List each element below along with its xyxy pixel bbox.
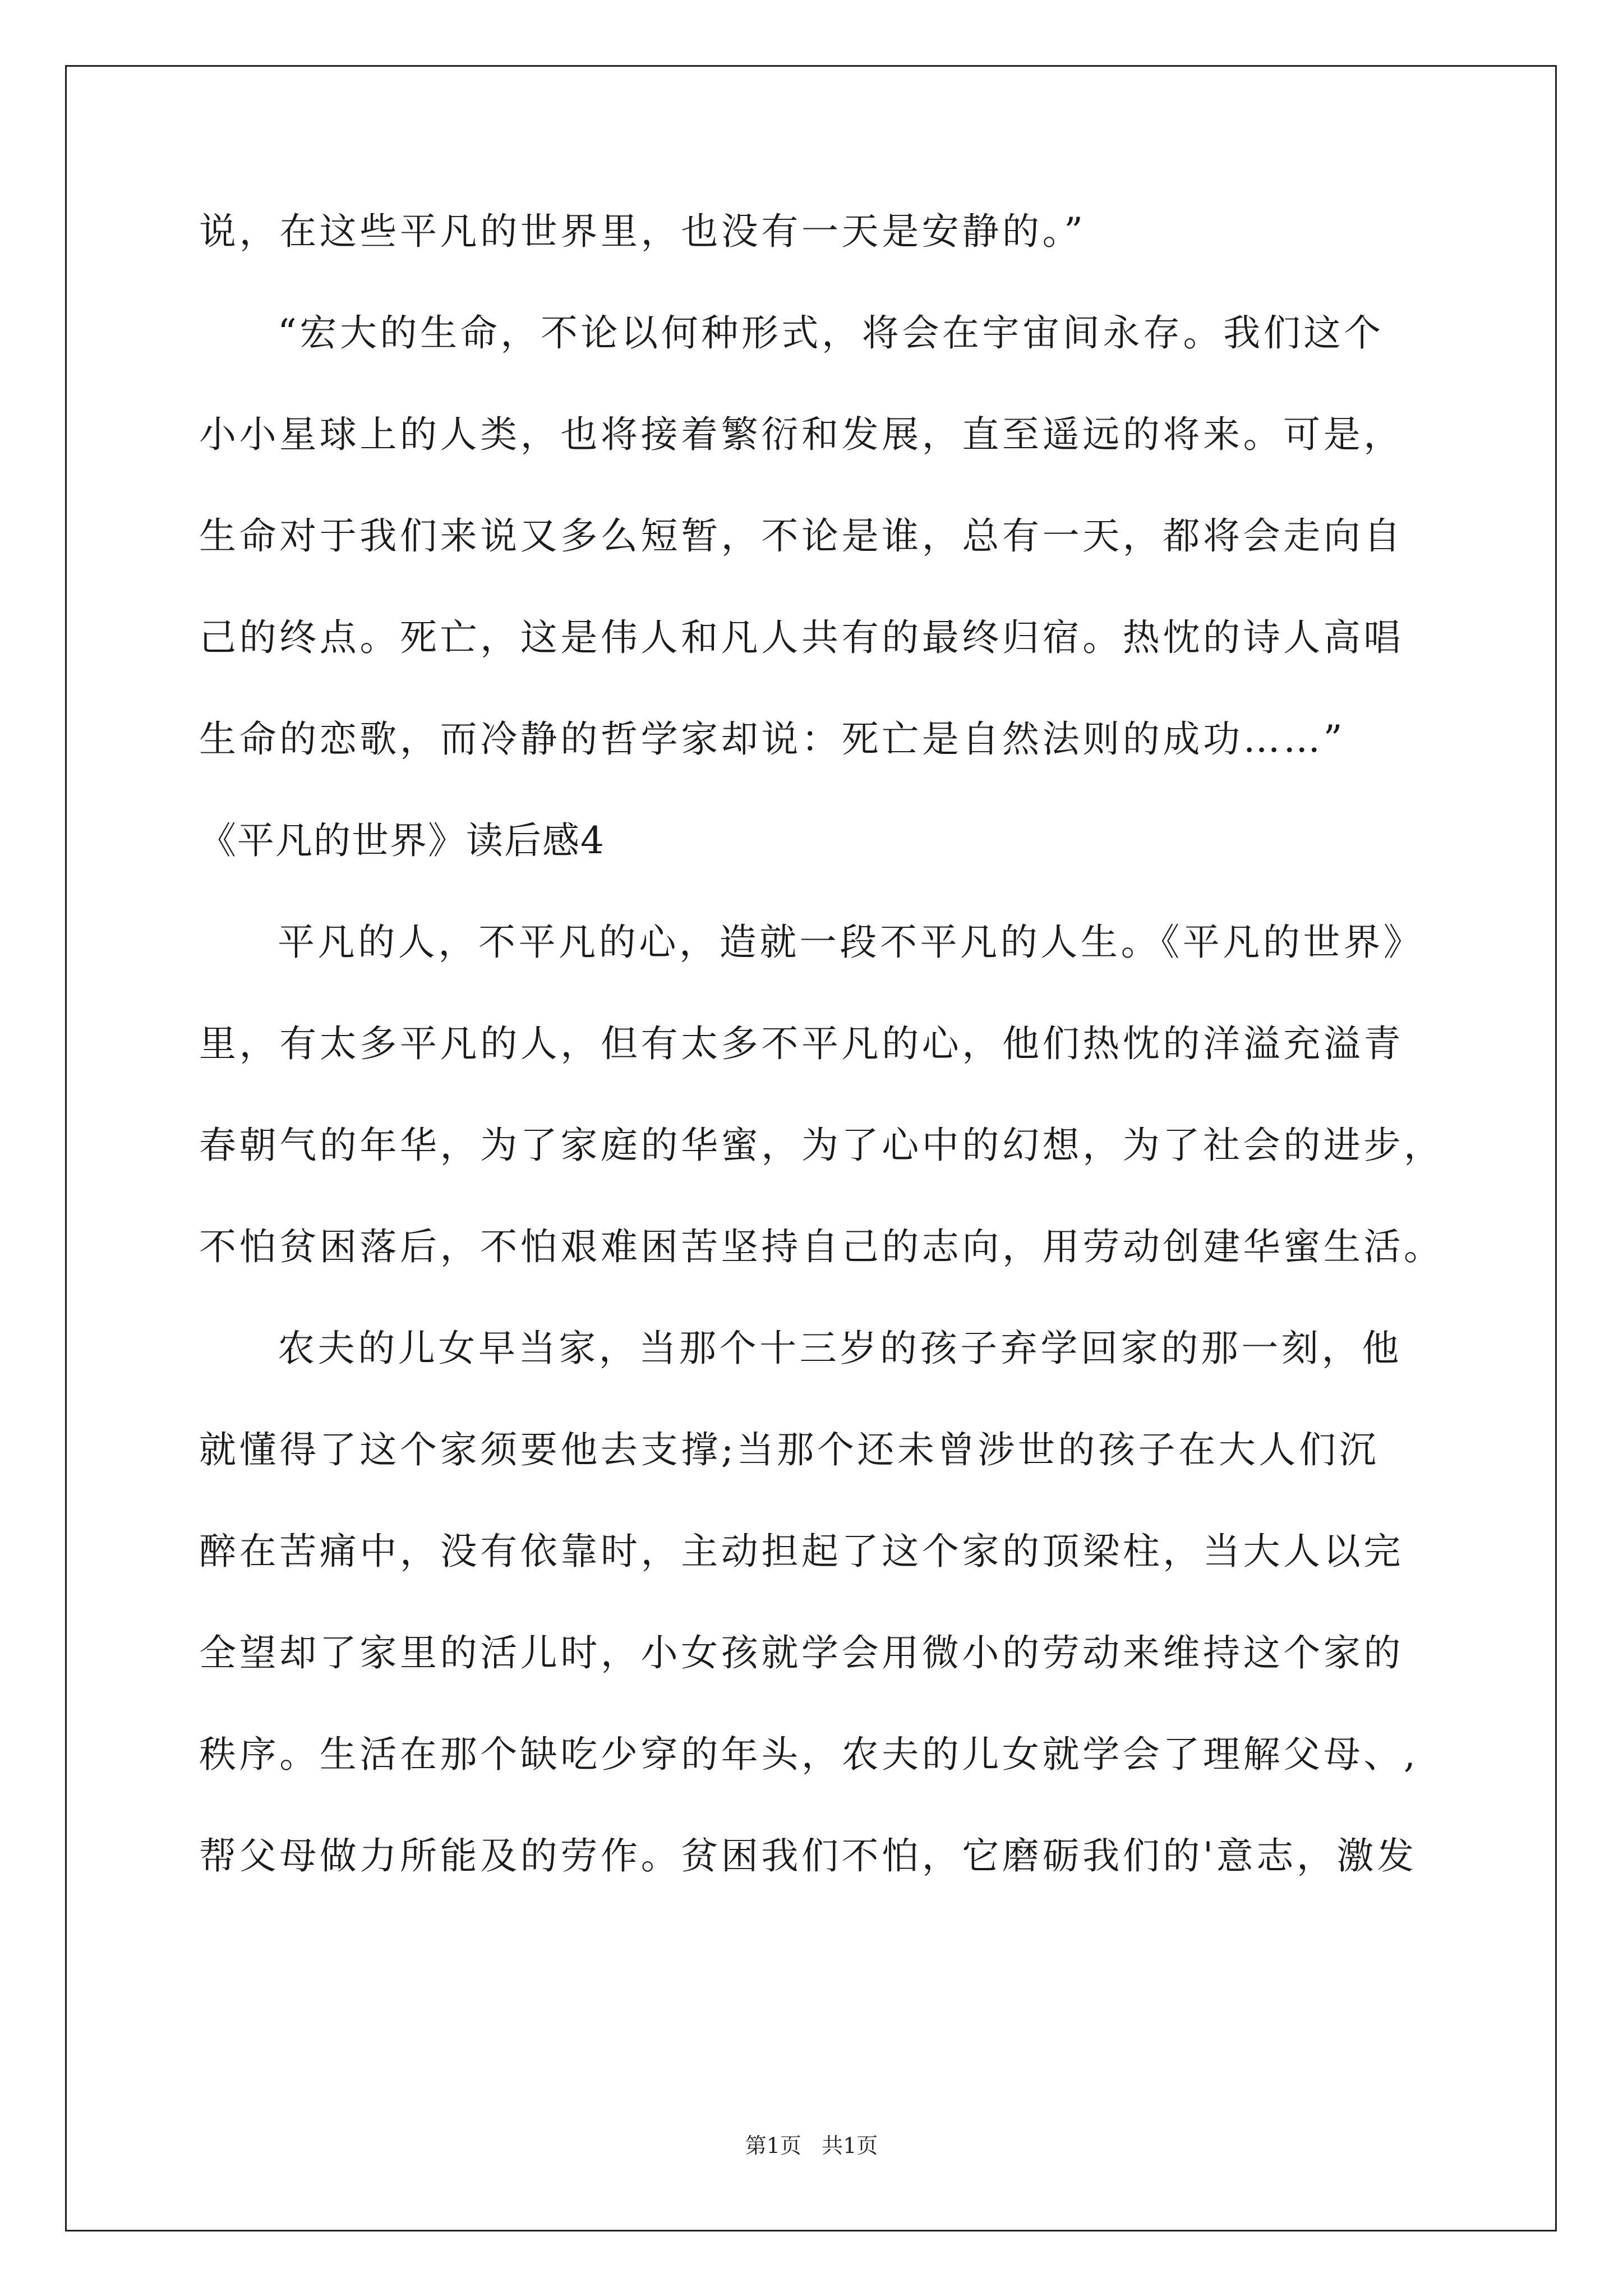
text-line: 生命对于我们来说又多么短暂，不论是谁，总有一天，都将会走向自 [199, 514, 1404, 558]
text-line: 就懂得了这个家须要他去支撑;当那个还未曾涉世的孩子在大人们沉 [199, 1428, 1380, 1471]
text-line: 春朝气的年华，为了家庭的华蜜，为了心中的幻想，为了社会的进步， [199, 1124, 1444, 1167]
text-line: 帮父母做力所能及的劳作。贫困我们不怕，它磨砺我们的'意志，激发 [199, 1834, 1417, 1878]
text-line: 平凡的人，不平凡的心，造就一段不平凡的人生。《平凡的世界》 [278, 921, 1424, 964]
text-line: “宏大的生命，不论以何种形式，将会在宇宙间永存。我们这个 [278, 311, 1384, 355]
text-line: 农夫的儿女早当家，当那个十三岁的孩子弃学回家的那一刻，他 [278, 1327, 1402, 1370]
text-line: 秩序。生活在那个缺吃少穿的年头，农夫的儿女就学会了理解父母、, [199, 1733, 1419, 1776]
text-line: 不怕贫困落后，不怕艰难困苦坚持自己的志向，用劳动创建华蜜生活。 [199, 1225, 1444, 1268]
text-line: 小小星球上的人类，也将接着繁衍和发展，直至遥远的将来。可是， [199, 413, 1404, 456]
text-line: 醉在苦痛中，没有依靠时，主动担起了这个家的顶梁柱，当大人以完 [199, 1530, 1404, 1573]
text-line: 生命的恋歌，而冷静的哲学家却说：死亡是自然法则的成功……” [199, 717, 1346, 761]
text-line: 说，在这些平凡的世界里，也没有一天是安静的。” [199, 210, 1086, 253]
page-footer: 第1页 共1页 [745, 2133, 878, 2158]
text-line: 全望却了家里的活儿时，小女孩就学会用微小的劳动来维持这个家的 [199, 1631, 1404, 1674]
text-line: 己的终点。死亡，这是伟人和凡人共有的最终归宿。热忱的诗人高唱 [199, 616, 1404, 659]
text-line: 里，有太多平凡的人，但有太多不平凡的心，他们热忱的洋溢充溢青 [199, 1022, 1404, 1065]
document-body [199, 210, 1444, 1939]
section-heading: 《平凡的世界》读后感4 [199, 819, 605, 862]
